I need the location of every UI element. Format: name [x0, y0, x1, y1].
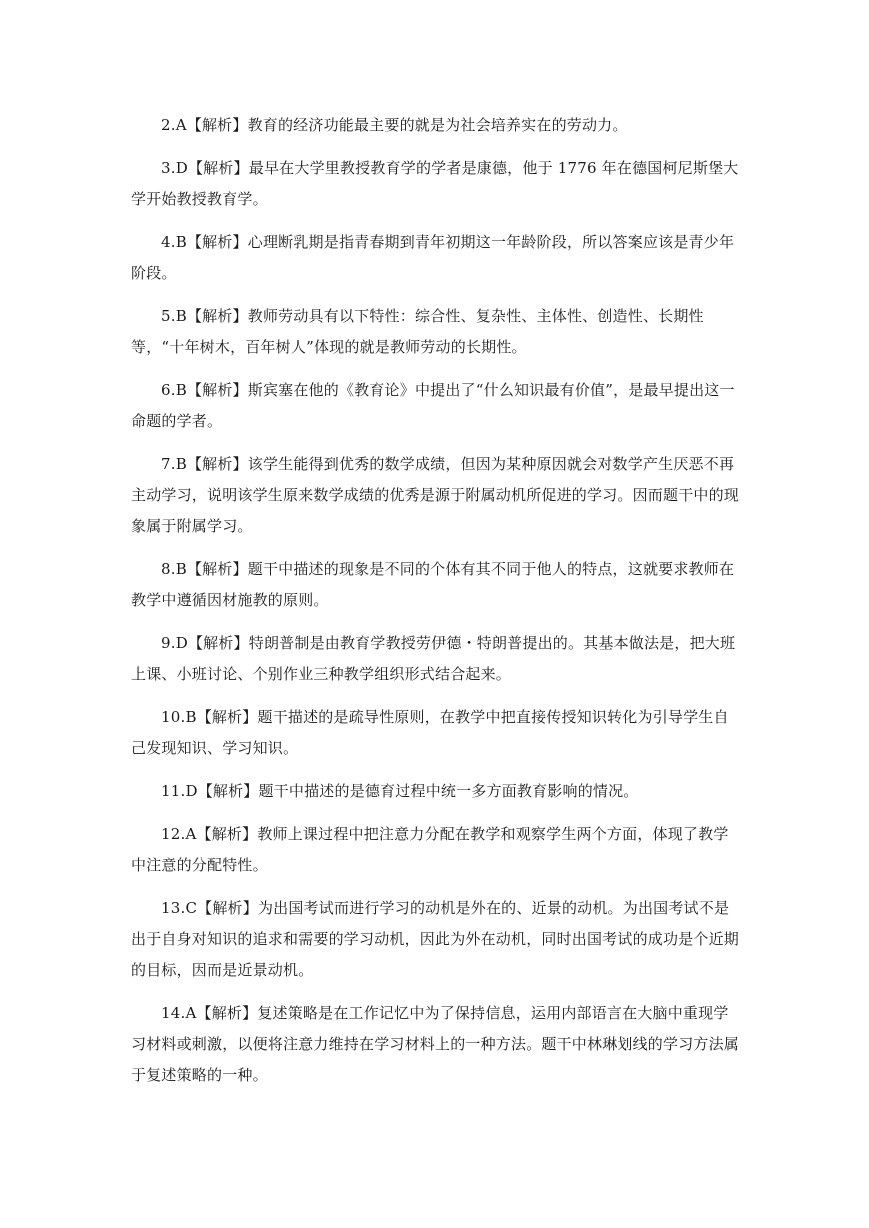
analysis-text: 该学生能得到优秀的数学成绩，但因为某种原因就会对数学产生厌恶不再主动学习，说明该学生原来数学成绩的优秀是源于附属动机所促进的学习。因而题干中的现象属于附属学习。: [131, 455, 740, 535]
analysis-text: 题干描述的是疏导性原则，在教学中把直接传授知识转化为引导学生自己发现知识、学习知识。: [131, 708, 729, 757]
answer-number: 14.A: [161, 1004, 197, 1022]
analysis-tag: 【解析】: [187, 159, 249, 177]
answer-item-14: [131, 998, 739, 1091]
analysis-tag: 【解析】: [196, 708, 258, 726]
analysis-tag: 【解析】: [197, 782, 259, 800]
analysis-tag: 【解析】: [187, 634, 249, 652]
analysis-tag: 【解析】: [186, 560, 248, 578]
answer-item-5: [131, 301, 739, 363]
answer-number: 10.B: [161, 708, 197, 726]
answer-number: 3.D: [161, 159, 188, 177]
answer-item-10: [131, 702, 739, 764]
answer-number: 9.D: [161, 634, 188, 652]
analysis-text: 心理断乳期是指青春期到青年初期这一年龄阶段，所以答案应该是青少年阶段。: [131, 233, 735, 282]
answer-number: 8.B: [161, 560, 187, 578]
answer-number: 12.A: [161, 825, 197, 843]
answer-item-6: [131, 375, 739, 437]
analysis-tag: 【解析】: [196, 1004, 258, 1022]
answer-item-4: [131, 227, 739, 289]
analysis-text: 复述策略是在工作记忆中为了保持信息，运用内部语言在大脑中重现学习材料或刺激，以便将注意力维持在学习材料上的一种方法。题干中林琳划线的学习方法属于复述策略的一种。: [131, 1004, 740, 1084]
analysis-tag: 【解析】: [196, 825, 258, 843]
answer-item-3: [131, 153, 739, 215]
analysis-text: 斯宾塞在他的《教育论》中提出了“什么知识最有价值”，是最早提出这一命题的学者。: [131, 381, 735, 430]
analysis-text: 为出国考试而进行学习的动机是外在的、近景的动机。为出国考试不是出于自身对知识的追求和需要的学习动机，因此为外在动机，同时出国考试的成功是个近期的目标，因而是近景动机。: [131, 899, 740, 979]
answer-item-8: [131, 554, 739, 616]
analysis-tag: 【解析】: [186, 455, 248, 473]
answer-item-7: [131, 449, 739, 542]
analysis-tag: 【解析】: [186, 116, 248, 134]
answer-number: 7.B: [161, 455, 187, 473]
answer-item-11: [131, 776, 739, 807]
analysis-text: 题干中描述的是德育过程中统一多方面教育影响的情况。: [258, 782, 639, 800]
answer-explanations: [131, 110, 739, 1103]
answer-number: 4.B: [161, 233, 187, 251]
answer-item-12: [131, 819, 739, 881]
analysis-text: 题干中描述的现象是不同的个体有其不同于他人的特点，这就要求教师在教学中遵循因材施教的原则。: [131, 560, 735, 609]
analysis-text: 教师上课过程中把注意力分配在教学和观察学生两个方面，体现了教学中注意的分配特性。: [131, 825, 729, 874]
answer-number: 13.C: [161, 899, 198, 917]
answer-item-2: [131, 110, 739, 141]
analysis-tag: 【解析】: [186, 307, 248, 325]
answer-number: 11.D: [161, 782, 198, 800]
analysis-text: 教师劳动具有以下特性：综合性、复杂性、主体性、创造性、长期性等，“十年树木，百年树人”体现的就是教师劳动的长期性。: [131, 307, 704, 356]
answer-item-13: [131, 893, 739, 986]
answer-number: 2.A: [161, 116, 187, 134]
answer-number: 5.B: [161, 307, 187, 325]
analysis-text: 教育的经济功能最主要的就是为社会培养实在的劳动力。: [247, 116, 628, 134]
analysis-text: 特朗普制是由教育学教授劳伊德・特朗普提出的。其基本做法是，把大班上课、小班讨论、个别作业三种教学组织形式结合起来。: [131, 634, 736, 683]
analysis-tag: 【解析】: [186, 381, 248, 399]
answer-item-9: [131, 628, 739, 690]
analysis-tag: 【解析】: [186, 233, 248, 251]
analysis-text: 最早在大学里教授教育学的学者是康德，他于 1776 年在德国柯尼斯堡大学开始教授教育学。: [131, 159, 739, 208]
answer-number: 6.B: [161, 381, 187, 399]
analysis-tag: 【解析】: [197, 899, 258, 917]
